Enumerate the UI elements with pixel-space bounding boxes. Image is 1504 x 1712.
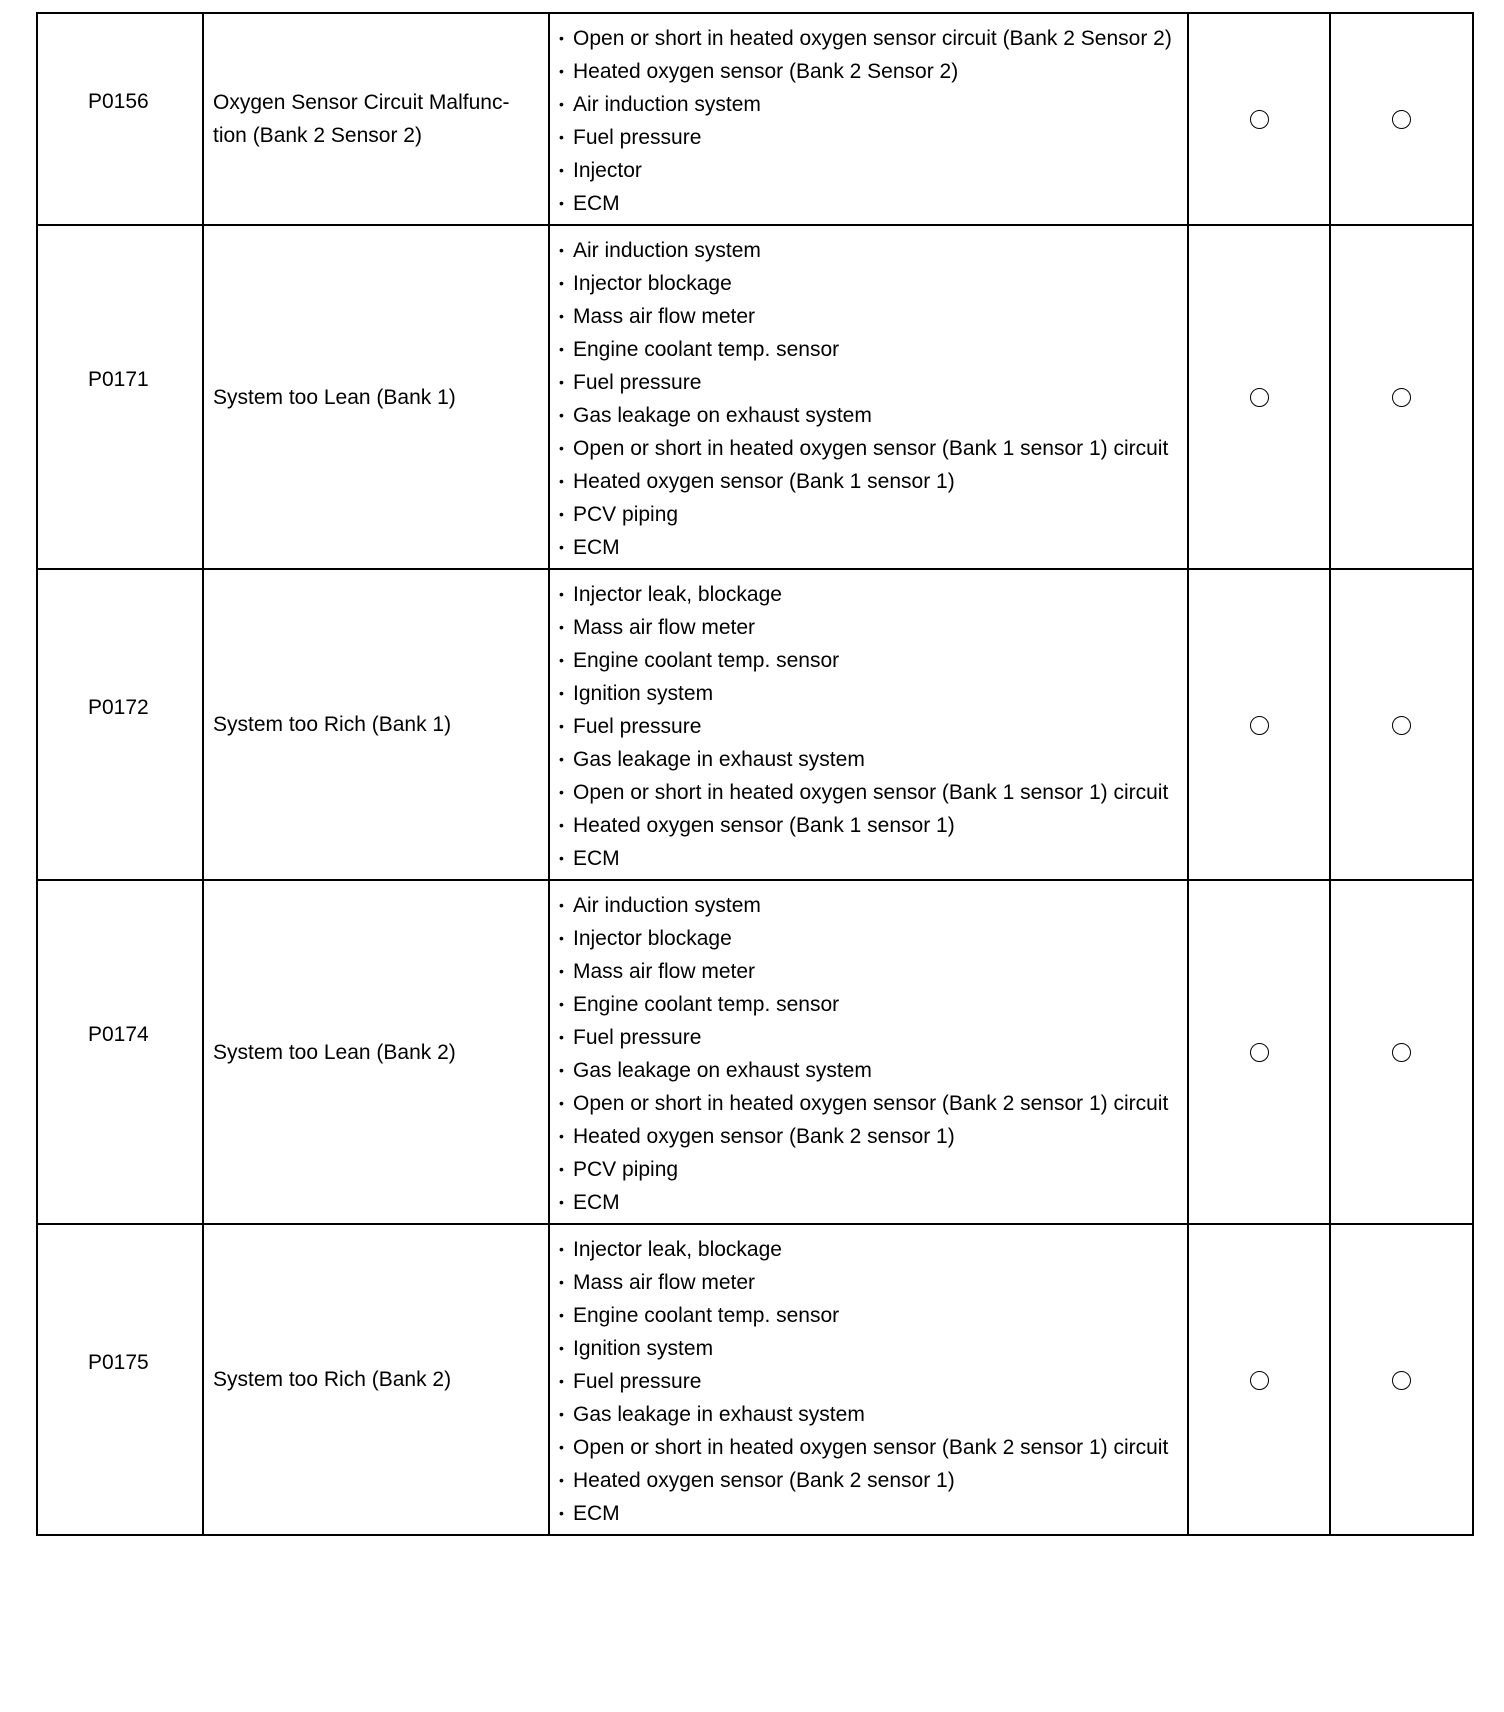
cause-text: Open or short in heated oxygen sensor (Bank 2 sensor 1) circuit	[573, 1436, 1169, 1459]
cause-text: Mass air flow meter	[573, 616, 756, 639]
bullet-icon: •	[559, 685, 564, 701]
list-item	[559, 922, 1179, 955]
circle-icon	[1392, 1371, 1411, 1390]
cause-text: Fuel pressure	[573, 1370, 702, 1393]
bullet-icon: •	[559, 817, 564, 833]
cause-text: Air induction system	[573, 894, 761, 917]
list-item	[559, 1464, 1179, 1497]
bullet-icon: •	[559, 1406, 564, 1422]
list-item	[559, 988, 1179, 1021]
cause-text: Fuel pressure	[573, 126, 702, 149]
dtc-code: P0175	[88, 1350, 149, 1374]
cause-text: Gas leakage in exhaust system	[573, 1403, 865, 1426]
circle-icon	[1250, 1043, 1269, 1062]
list-item	[559, 333, 1179, 366]
table-row	[37, 569, 1473, 880]
list-item	[559, 611, 1179, 644]
list-item	[559, 531, 1179, 564]
circle-icon	[1392, 110, 1411, 129]
detecting-item-cell	[203, 1224, 549, 1535]
bullet-icon: •	[559, 718, 564, 734]
cause-text: Air induction system	[573, 93, 761, 116]
cause-text: Injector blockage	[573, 272, 732, 295]
trouble-area-cell	[549, 1224, 1188, 1535]
list-item	[559, 498, 1179, 531]
list-item	[559, 889, 1179, 922]
list-item	[559, 88, 1179, 121]
bullet-icon: •	[559, 1274, 564, 1290]
bullet-icon: •	[559, 473, 564, 489]
list-item	[559, 743, 1179, 776]
memory-indicator-cell	[1330, 225, 1473, 569]
bullet-icon: •	[559, 162, 564, 178]
bullet-icon: •	[559, 996, 564, 1012]
bullet-icon: •	[559, 275, 564, 291]
bullet-icon: •	[559, 63, 564, 79]
trouble-area-list	[550, 1225, 1187, 1534]
list-item	[559, 1266, 1179, 1299]
bullet-icon: •	[559, 341, 564, 357]
bullet-icon: •	[559, 652, 564, 668]
memory-indicator-cell	[1330, 1224, 1473, 1535]
list-item	[559, 1054, 1179, 1087]
dtc-code-cell	[37, 1224, 203, 1535]
list-item	[559, 267, 1179, 300]
cause-text: Fuel pressure	[573, 1026, 702, 1049]
detecting-item-cell	[203, 880, 549, 1224]
bullet-icon: •	[559, 242, 564, 258]
list-item	[559, 644, 1179, 677]
trouble-area-cell	[549, 225, 1188, 569]
list-item	[559, 1365, 1179, 1398]
cause-text: Injector	[573, 159, 642, 182]
bullet-icon: •	[559, 1128, 564, 1144]
detecting-item-cell	[203, 569, 549, 880]
list-item	[559, 1233, 1179, 1266]
bullet-icon: •	[559, 1029, 564, 1045]
dtc-code-cell	[37, 880, 203, 1224]
bullet-icon: •	[559, 1241, 564, 1257]
bullet-icon: •	[559, 440, 564, 456]
table-row	[37, 225, 1473, 569]
circle-icon	[1392, 1043, 1411, 1062]
circle-icon	[1392, 388, 1411, 407]
cause-text: Mass air flow meter	[573, 960, 756, 983]
list-item	[559, 121, 1179, 154]
dtc-code: P0171	[88, 368, 149, 391]
bullet-icon: •	[559, 1439, 564, 1455]
bullet-icon: •	[559, 751, 564, 767]
mil-indicator-cell	[1188, 569, 1330, 880]
cause-text: PCV piping	[573, 1158, 679, 1181]
bullet-icon: •	[559, 930, 564, 946]
list-item	[559, 187, 1179, 220]
bullet-icon: •	[559, 30, 564, 46]
trouble-area-list	[550, 226, 1187, 568]
list-item	[559, 1087, 1179, 1120]
cause-text: Fuel pressure	[573, 371, 702, 394]
cause-text: Injector leak, blockage	[573, 1238, 782, 1261]
trouble-area-cell	[549, 569, 1188, 880]
cause-text: Heated oxygen sensor (Bank 2 sensor 1)	[573, 1125, 955, 1148]
cause-text: Heated oxygen sensor (Bank 2 Sensor 2)	[573, 60, 959, 83]
detecting-item: Oxygen Sensor Circuit Malfunc-tion (Bank 2 Sensor 2)	[213, 91, 510, 147]
cause-text: Air induction system	[573, 239, 761, 262]
bullet-icon: •	[559, 1307, 564, 1323]
mil-indicator-cell	[1188, 13, 1330, 225]
cause-text: Gas leakage on exhaust system	[573, 1059, 872, 1082]
cause-text: ECM	[573, 536, 620, 559]
bullet-icon: •	[559, 1505, 564, 1521]
list-item	[559, 1299, 1179, 1332]
cause-text: Open or short in heated oxygen sensor circuit (Bank 2 Sensor 2)	[573, 27, 1172, 50]
dtc-code-cell	[37, 225, 203, 569]
cause-text: ECM	[573, 847, 620, 870]
cause-text: Heated oxygen sensor (Bank 1 sensor 1)	[573, 470, 955, 493]
dtc-table	[36, 12, 1474, 1536]
bullet-icon: •	[559, 539, 564, 555]
cause-text: Engine coolant temp. sensor	[573, 993, 840, 1016]
cause-text: Engine coolant temp. sensor	[573, 1304, 840, 1327]
list-item	[559, 366, 1179, 399]
list-item	[559, 1332, 1179, 1365]
cause-text: Open or short in heated oxygen sensor (Bank 2 sensor 1) circuit	[573, 1092, 1169, 1115]
list-item	[559, 432, 1179, 465]
list-item	[559, 1153, 1179, 1186]
cause-text: Engine coolant temp. sensor	[573, 649, 840, 672]
bullet-icon: •	[559, 506, 564, 522]
bullet-icon: •	[559, 850, 564, 866]
bullet-icon: •	[559, 897, 564, 913]
detecting-item: System too Lean (Bank 1)	[213, 385, 456, 409]
bullet-icon: •	[559, 129, 564, 145]
bullet-icon: •	[559, 1340, 564, 1356]
cause-text: Injector leak, blockage	[573, 583, 782, 606]
list-item	[559, 1431, 1179, 1464]
cause-text: Ignition system	[573, 1337, 714, 1360]
circle-icon	[1250, 1371, 1269, 1390]
cause-text: Heated oxygen sensor (Bank 2 sensor 1)	[573, 1469, 955, 1492]
bullet-icon: •	[559, 308, 564, 324]
list-item	[559, 578, 1179, 611]
dtc-code-cell	[37, 13, 203, 225]
circle-icon	[1250, 110, 1269, 129]
bullet-icon: •	[559, 586, 564, 602]
list-item	[559, 1186, 1179, 1219]
cause-text: Fuel pressure	[573, 715, 702, 738]
list-item	[559, 1021, 1179, 1054]
bullet-icon: •	[559, 784, 564, 800]
table-row	[37, 1224, 1473, 1535]
cause-text: Mass air flow meter	[573, 305, 756, 328]
detecting-item: System too Lean (Bank 2)	[213, 1040, 456, 1064]
list-item	[559, 809, 1179, 842]
list-item	[559, 710, 1179, 743]
list-item	[559, 300, 1179, 333]
list-item	[559, 776, 1179, 809]
detecting-item-cell	[203, 225, 549, 569]
detecting-item: System too Rich (Bank 2)	[213, 1368, 452, 1391]
trouble-area-cell	[549, 13, 1188, 225]
cause-text: Open or short in heated oxygen sensor (Bank 1 sensor 1) circuit	[573, 437, 1169, 460]
cause-text: Heated oxygen sensor (Bank 1 sensor 1)	[573, 814, 955, 837]
bullet-icon: •	[559, 963, 564, 979]
table-row	[37, 880, 1473, 1224]
cause-text: Ignition system	[573, 682, 714, 705]
bullet-icon: •	[559, 1472, 564, 1488]
dtc-code-cell	[37, 569, 203, 880]
mil-indicator-cell	[1188, 880, 1330, 1224]
dtc-code: P0174	[88, 1023, 149, 1046]
bullet-icon: •	[559, 374, 564, 390]
cause-text: PCV piping	[573, 503, 679, 526]
bullet-icon: •	[559, 1194, 564, 1210]
table-row	[37, 13, 1473, 225]
bullet-icon: •	[559, 96, 564, 112]
memory-indicator-cell	[1330, 13, 1473, 225]
detecting-item-cell	[203, 13, 549, 225]
dtc-code: P0156	[88, 90, 149, 113]
bullet-icon: •	[559, 195, 564, 211]
memory-indicator-cell	[1330, 880, 1473, 1224]
bullet-icon: •	[559, 1373, 564, 1389]
bullet-icon: •	[559, 407, 564, 423]
cause-text: ECM	[573, 192, 620, 215]
bullet-icon: •	[559, 619, 564, 635]
cause-text: Open or short in heated oxygen sensor (Bank 1 sensor 1) circuit	[573, 781, 1169, 804]
trouble-area-list	[550, 570, 1187, 879]
trouble-area-list	[550, 14, 1187, 224]
cause-text: Mass air flow meter	[573, 1271, 756, 1294]
list-item	[559, 955, 1179, 988]
list-item	[559, 234, 1179, 267]
bullet-icon: •	[559, 1095, 564, 1111]
list-item	[559, 1398, 1179, 1431]
list-item	[559, 677, 1179, 710]
dtc-code: P0172	[88, 695, 149, 719]
list-item	[559, 22, 1179, 55]
dtc-table-body	[37, 13, 1473, 1535]
mil-indicator-cell	[1188, 1224, 1330, 1535]
mil-indicator-cell	[1188, 225, 1330, 569]
list-item	[559, 55, 1179, 88]
circle-icon	[1250, 388, 1269, 407]
list-item	[559, 154, 1179, 187]
cause-text: Gas leakage on exhaust system	[573, 404, 872, 427]
cause-text: Engine coolant temp. sensor	[573, 338, 840, 361]
trouble-area-cell	[549, 880, 1188, 1224]
list-item	[559, 1497, 1179, 1530]
cause-text: ECM	[573, 1191, 620, 1214]
trouble-area-list	[550, 881, 1187, 1223]
cause-text: Gas leakage in exhaust system	[573, 748, 865, 771]
list-item	[559, 399, 1179, 432]
cause-text: Injector blockage	[573, 927, 732, 950]
detecting-item: System too Rich (Bank 1)	[213, 713, 452, 736]
memory-indicator-cell	[1330, 569, 1473, 880]
circle-icon	[1250, 716, 1269, 735]
list-item	[559, 842, 1179, 875]
circle-icon	[1392, 716, 1411, 735]
list-item	[559, 465, 1179, 498]
bullet-icon: •	[559, 1161, 564, 1177]
cause-text: ECM	[573, 1502, 620, 1525]
bullet-icon: •	[559, 1062, 564, 1078]
list-item	[559, 1120, 1179, 1153]
